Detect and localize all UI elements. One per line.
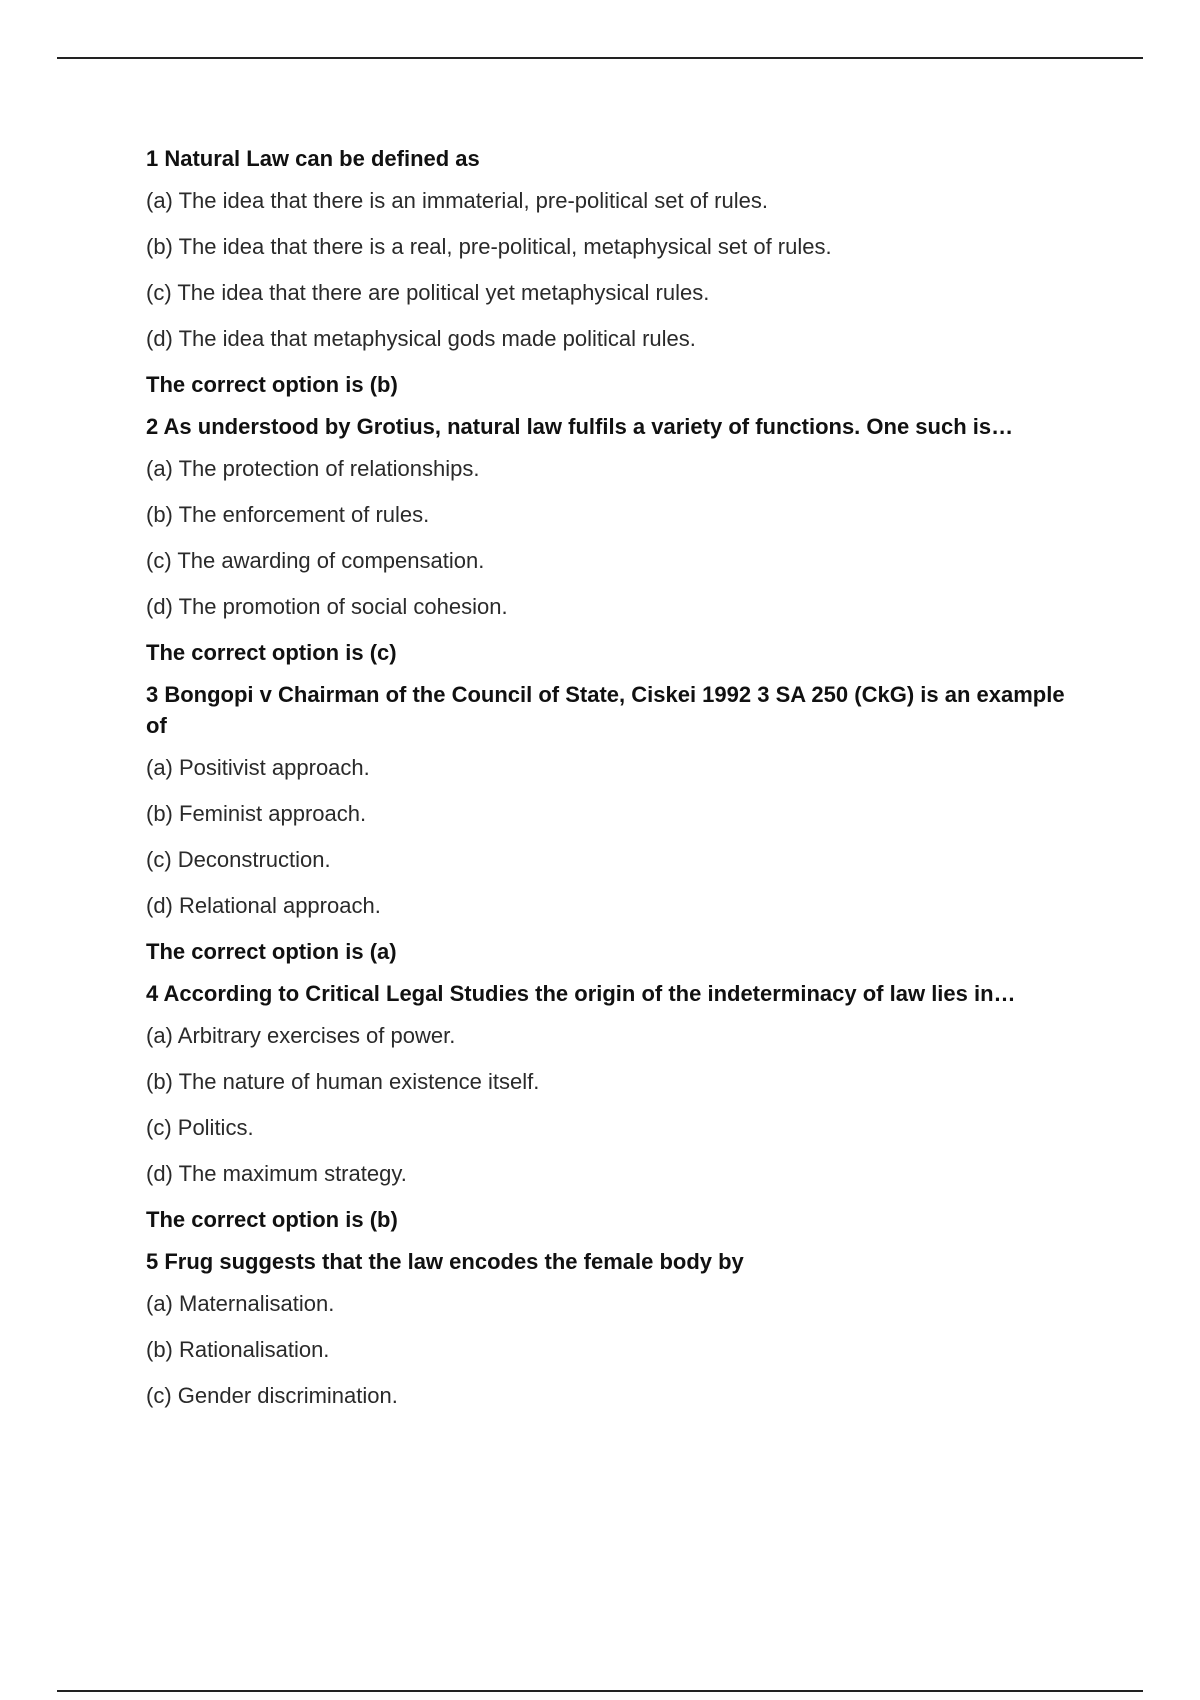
top-rule bbox=[57, 57, 1143, 59]
correct-answer: The correct option is (b) bbox=[146, 372, 398, 397]
option-b: (b) Feminist approach. bbox=[146, 801, 367, 826]
question-title: 1 Natural Law can be defined as bbox=[146, 146, 480, 171]
option-c: (c) Politics. bbox=[146, 1115, 254, 1140]
question-block-5 bbox=[146, 1246, 1066, 1409]
option-d: (d) The idea that metaphysical gods made political rules. bbox=[146, 326, 696, 351]
option-b: (b) The enforcement of rules. bbox=[146, 502, 430, 527]
question-title: 4 According to Critical Legal Studies the origin of the indeterminacy of law lies in… bbox=[146, 981, 1016, 1006]
option-c: (c) The awarding of compensation. bbox=[146, 548, 485, 573]
question-title: 5 Frug suggests that the law encodes the female body by bbox=[146, 1249, 744, 1274]
question-block-1 bbox=[146, 143, 1066, 398]
option-d: (d) The promotion of social cohesion. bbox=[146, 594, 508, 619]
question-block-3 bbox=[146, 679, 1066, 965]
question-title: 2 As understood by Grotius, natural law fulfils a variety of functions. One such is… bbox=[146, 414, 1014, 439]
question-block-4 bbox=[146, 978, 1066, 1233]
document-body bbox=[146, 143, 1066, 1429]
option-a: (a) The protection of relationships. bbox=[146, 456, 480, 481]
option-c: (c) The idea that there are political yet metaphysical rules. bbox=[146, 280, 710, 305]
option-a: (a) The idea that there is an immaterial, pre-political set of rules. bbox=[146, 188, 768, 213]
bottom-rule bbox=[57, 1690, 1143, 1692]
option-d: (d) Relational approach. bbox=[146, 893, 381, 918]
option-c: (c) Gender discrimination. bbox=[146, 1383, 398, 1408]
option-b: (b) The idea that there is a real, pre-political, metaphysical set of rules. bbox=[146, 234, 832, 259]
option-a: (a) Maternalisation. bbox=[146, 1291, 335, 1316]
correct-answer: The correct option is (a) bbox=[146, 939, 397, 964]
option-a: (a) Arbitrary exercises of power. bbox=[146, 1023, 456, 1048]
correct-answer: The correct option is (b) bbox=[146, 1207, 398, 1232]
option-b: (b) The nature of human existence itself. bbox=[146, 1069, 540, 1094]
option-b: (b) Rationalisation. bbox=[146, 1337, 330, 1362]
option-c: (c) Deconstruction. bbox=[146, 847, 331, 872]
option-a: (a) Positivist approach. bbox=[146, 755, 370, 780]
option-d: (d) The maximum strategy. bbox=[146, 1161, 407, 1186]
correct-answer: The correct option is (c) bbox=[146, 640, 397, 665]
question-title: 3 Bongopi v Chairman of the Council of State, Ciskei 1992 3 SA 250 (CkG) is an example of bbox=[146, 682, 1065, 738]
question-block-2 bbox=[146, 411, 1066, 666]
